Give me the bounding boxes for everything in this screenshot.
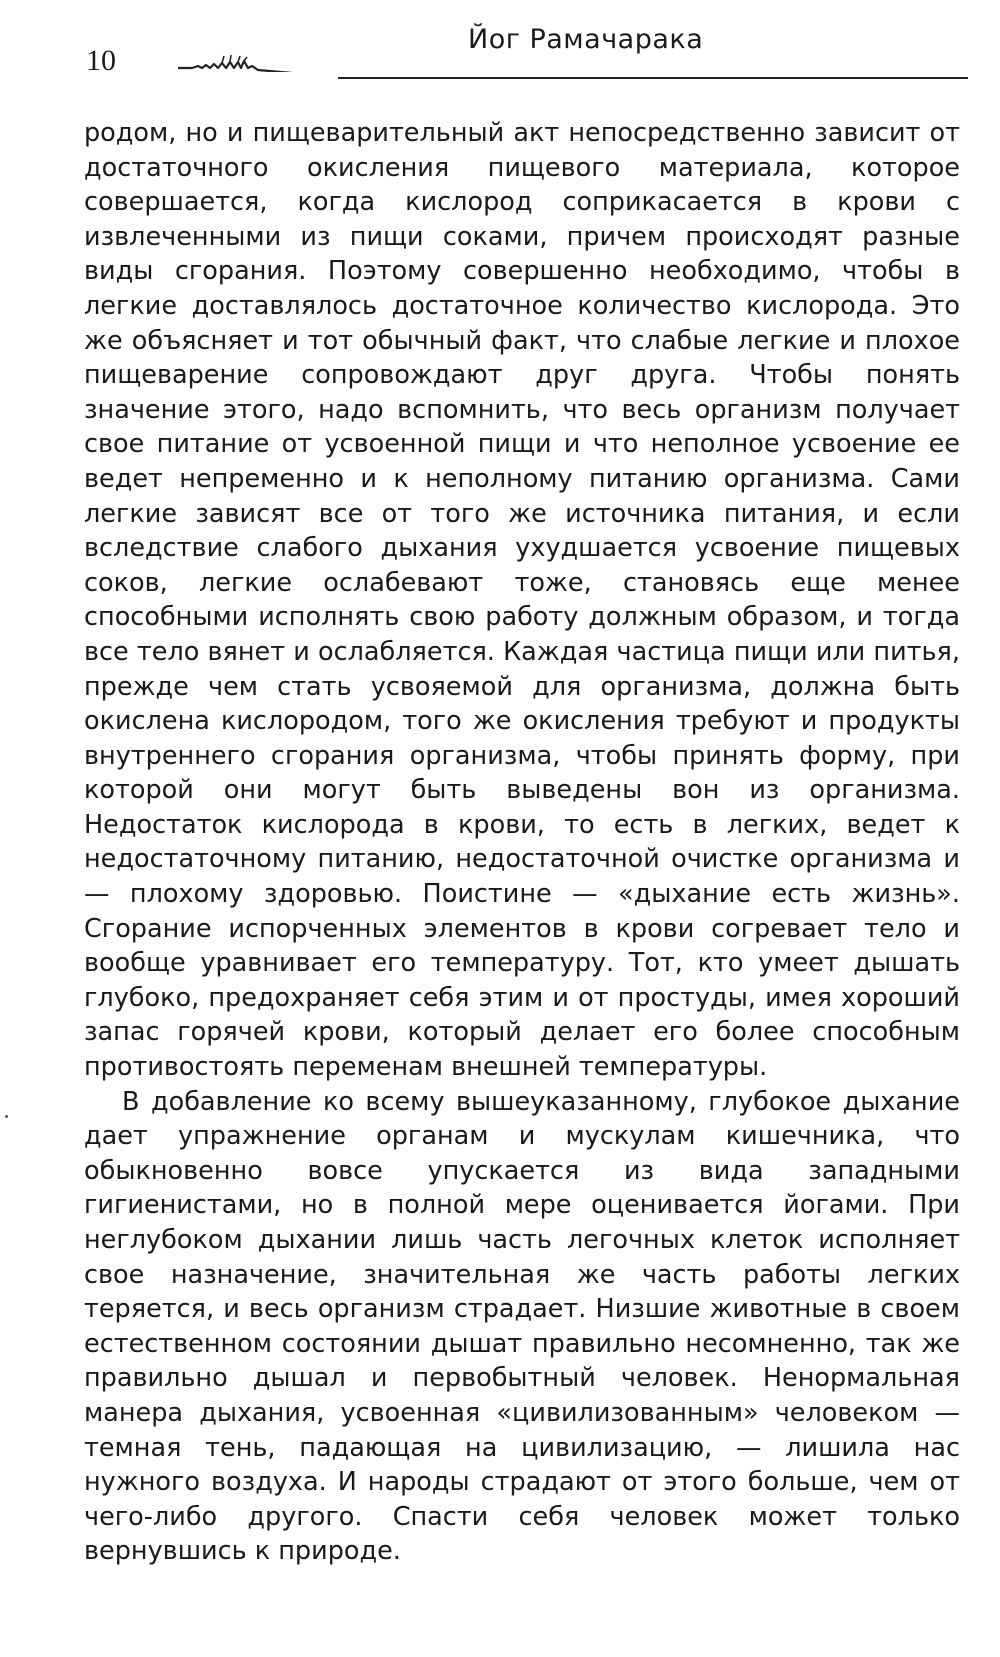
- header-ornament-icon: [178, 46, 338, 72]
- page-number: 10: [86, 44, 116, 77]
- page-header: [78, 22, 968, 82]
- paragraph-2: В добавление ко всему вышеуказанному, глубокое дыхание дает упражнение органам и мускулам кишечника, что обыкновенно вовсе упускается из вида западными гигиенистами, но в полной мере оценивается йогами. При неглубоком дыхании лишь часть легочных клеток исполняет свое назначение, значительная же часть работы легких теряется, и весь организм страдает. Низшие животные в своем естественном состоянии дышат правильно несомненно, так же правильно дышал и первобытный человек. Ненормальная манера дыхания, усвоенная «цивилизованным» человеком — темная тень, падающая на цивилизацию, — лишила нас нужного воздуха. И народы страдают от этого больше, чем от чего-либо другого. Спасти себя человек может только вернувшись к природе.: [84, 1086, 960, 1567]
- scan-speck: [5, 1115, 8, 1118]
- header-rule: [338, 77, 968, 79]
- paragraph-1: родом, но и пищеварительный акт непосредственно зависит от достаточного окисления пищевого материала, которое совершается, когда кислород соприкасается в крови с извлеченными из пищи соками, причем происходят разные виды сгорания. Поэтому совершенно необходимо, чтобы в легкие доставлялось достаточное количество кислорода. Это же объясняет и тот обычный факт, что слабые легкие и плохое пищеварение сопровождают друг друга. Чтобы понять значение этого, надо вспомнить, что весь организм получает свое питание от усвоенной пищи и что неполное усвоение ее ведет непременно и к неполному питанию организма. Сами легкие зависят все от того же источника питания, и если вследствие слабого дыхания ухудшается усвоение пищевых соков, легкие ослабевают тоже, становясь еще менее способными исполнять свою работу должным образом, и тогда все тело вянет и ослабляется. Каждая частица пищи или питья, прежде чем стать усвояемой для организма, должна быть окислена кислородом, того же окисления требуют и продукты внутреннего сгорания организма, чтобы принять форму, при которой они могут быть выведены вон из организма. Недостаток кислорода в крови, то есть в легких, ведет к недостаточному питанию, недостаточной очистке организма и — плохому здоровью. Поистине — «дыхание есть жизнь». Сгорание испорченных элементов в крови согревает тело и вообще уравнивает его температуру. Тот, кто умеет дышать глубоко, предохраняет себя этим и от простуды, имея хороший запас горячей крови, который делает его более способным противостоять переменам внешней температуры.: [84, 118, 960, 1083]
- running-title: Йог Рамачарака: [468, 24, 704, 55]
- body-text: [84, 116, 960, 1569]
